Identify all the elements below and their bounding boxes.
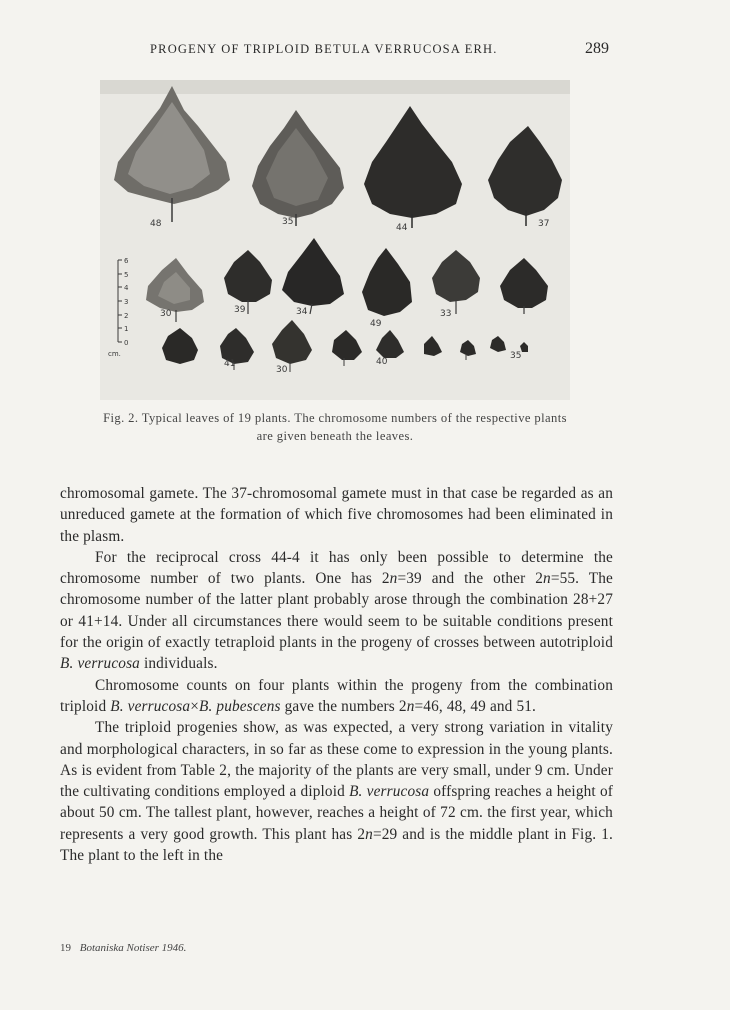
leaf-label-41: 41 [224, 359, 236, 369]
body-text [60, 483, 613, 866]
figure-caption: Fig. 2. Typical leaves of 19 plants. The chromosome numbers of the respective plants are given beneath the leaves. [103, 411, 567, 443]
page-number: 289 [585, 40, 609, 57]
leaf-label-35b: 35 [510, 351, 522, 361]
scale-tick-3: 3 [124, 298, 129, 306]
leaf-label-49: 49 [370, 319, 382, 329]
figure-plate [100, 80, 570, 400]
leaf-label-30: 30 [160, 309, 172, 319]
leaf-label-34: 34 [296, 307, 308, 317]
paragraph-4: The triploid progenies show, as was expected, a very strong variation in vitality and morphological characters, in so far as these come to expression in the young plants. As is evident from Table 2, the majority of the plants are very small, under 9 cm. Under the cultivating conditions employed a diploid B. verrucosa offspring reaches a height of about 50 cm. The tallest plant, however, reaches a height of 72 cm. the first year, which represents a very good growth. This plant has 2n=29 and is the middle plant in Fig. 1. The plant to the left in the [60, 719, 613, 865]
page-footer [60, 942, 186, 954]
leaf-photograph [100, 80, 570, 400]
running-head [0, 40, 730, 62]
sheet-number: 19 [60, 942, 71, 954]
leaf-label-40: 40 [376, 357, 388, 367]
scale-tick-5: 5 [124, 271, 129, 279]
scale-tick-4: 4 [124, 284, 129, 292]
running-title: PROGENY OF TRIPLOID BETULA VERRUCOSA ERH. [150, 42, 498, 56]
paragraph-3: Chromosome counts on four plants within the progeny from the combination triploid B. verrucosa×B. pubescens gave the numbers 2n=46, 48, 49 and 51. [60, 676, 613, 715]
leaf-label-37: 37 [538, 219, 550, 229]
leaf-label-35: 35 [282, 217, 294, 227]
journal-name: Botaniska Notiser 1946. [79, 942, 187, 954]
leaf-label-39: 39 [234, 305, 246, 315]
scale-tick-0: 0 [124, 339, 129, 347]
leaf-label-33: 33 [440, 309, 452, 319]
scale-tick-1: 1 [124, 325, 129, 333]
paragraph-1: chromosomal gamete. The 37-chromosomal gamete must in that case be regarded as an unreduced gamete at the formation of which five chromosomes had been eliminated in the plasm. [60, 485, 613, 545]
leaf-label-30b: 30 [276, 365, 288, 375]
scale-unit: cm. [108, 350, 121, 358]
leaf-label-48: 48 [150, 219, 162, 229]
scale-tick-2: 2 [124, 312, 129, 320]
scale-tick-6: 6 [124, 257, 129, 265]
leaf-label-44: 44 [396, 223, 408, 233]
paragraph-2: For the reciprocal cross 44-4 it has only been possible to determine the chromosome number of two plants. One has 2n=39 and the other 2n=55. The chromosome number of the latter plant probably arose through the combination 28+27 or 41+14. Under all circumstances there would seem to be suitable conditions present for the origin of exactly tetraploid plants in the progeny of crosses between autotriploid B. verrucosa individuals. [60, 548, 613, 673]
